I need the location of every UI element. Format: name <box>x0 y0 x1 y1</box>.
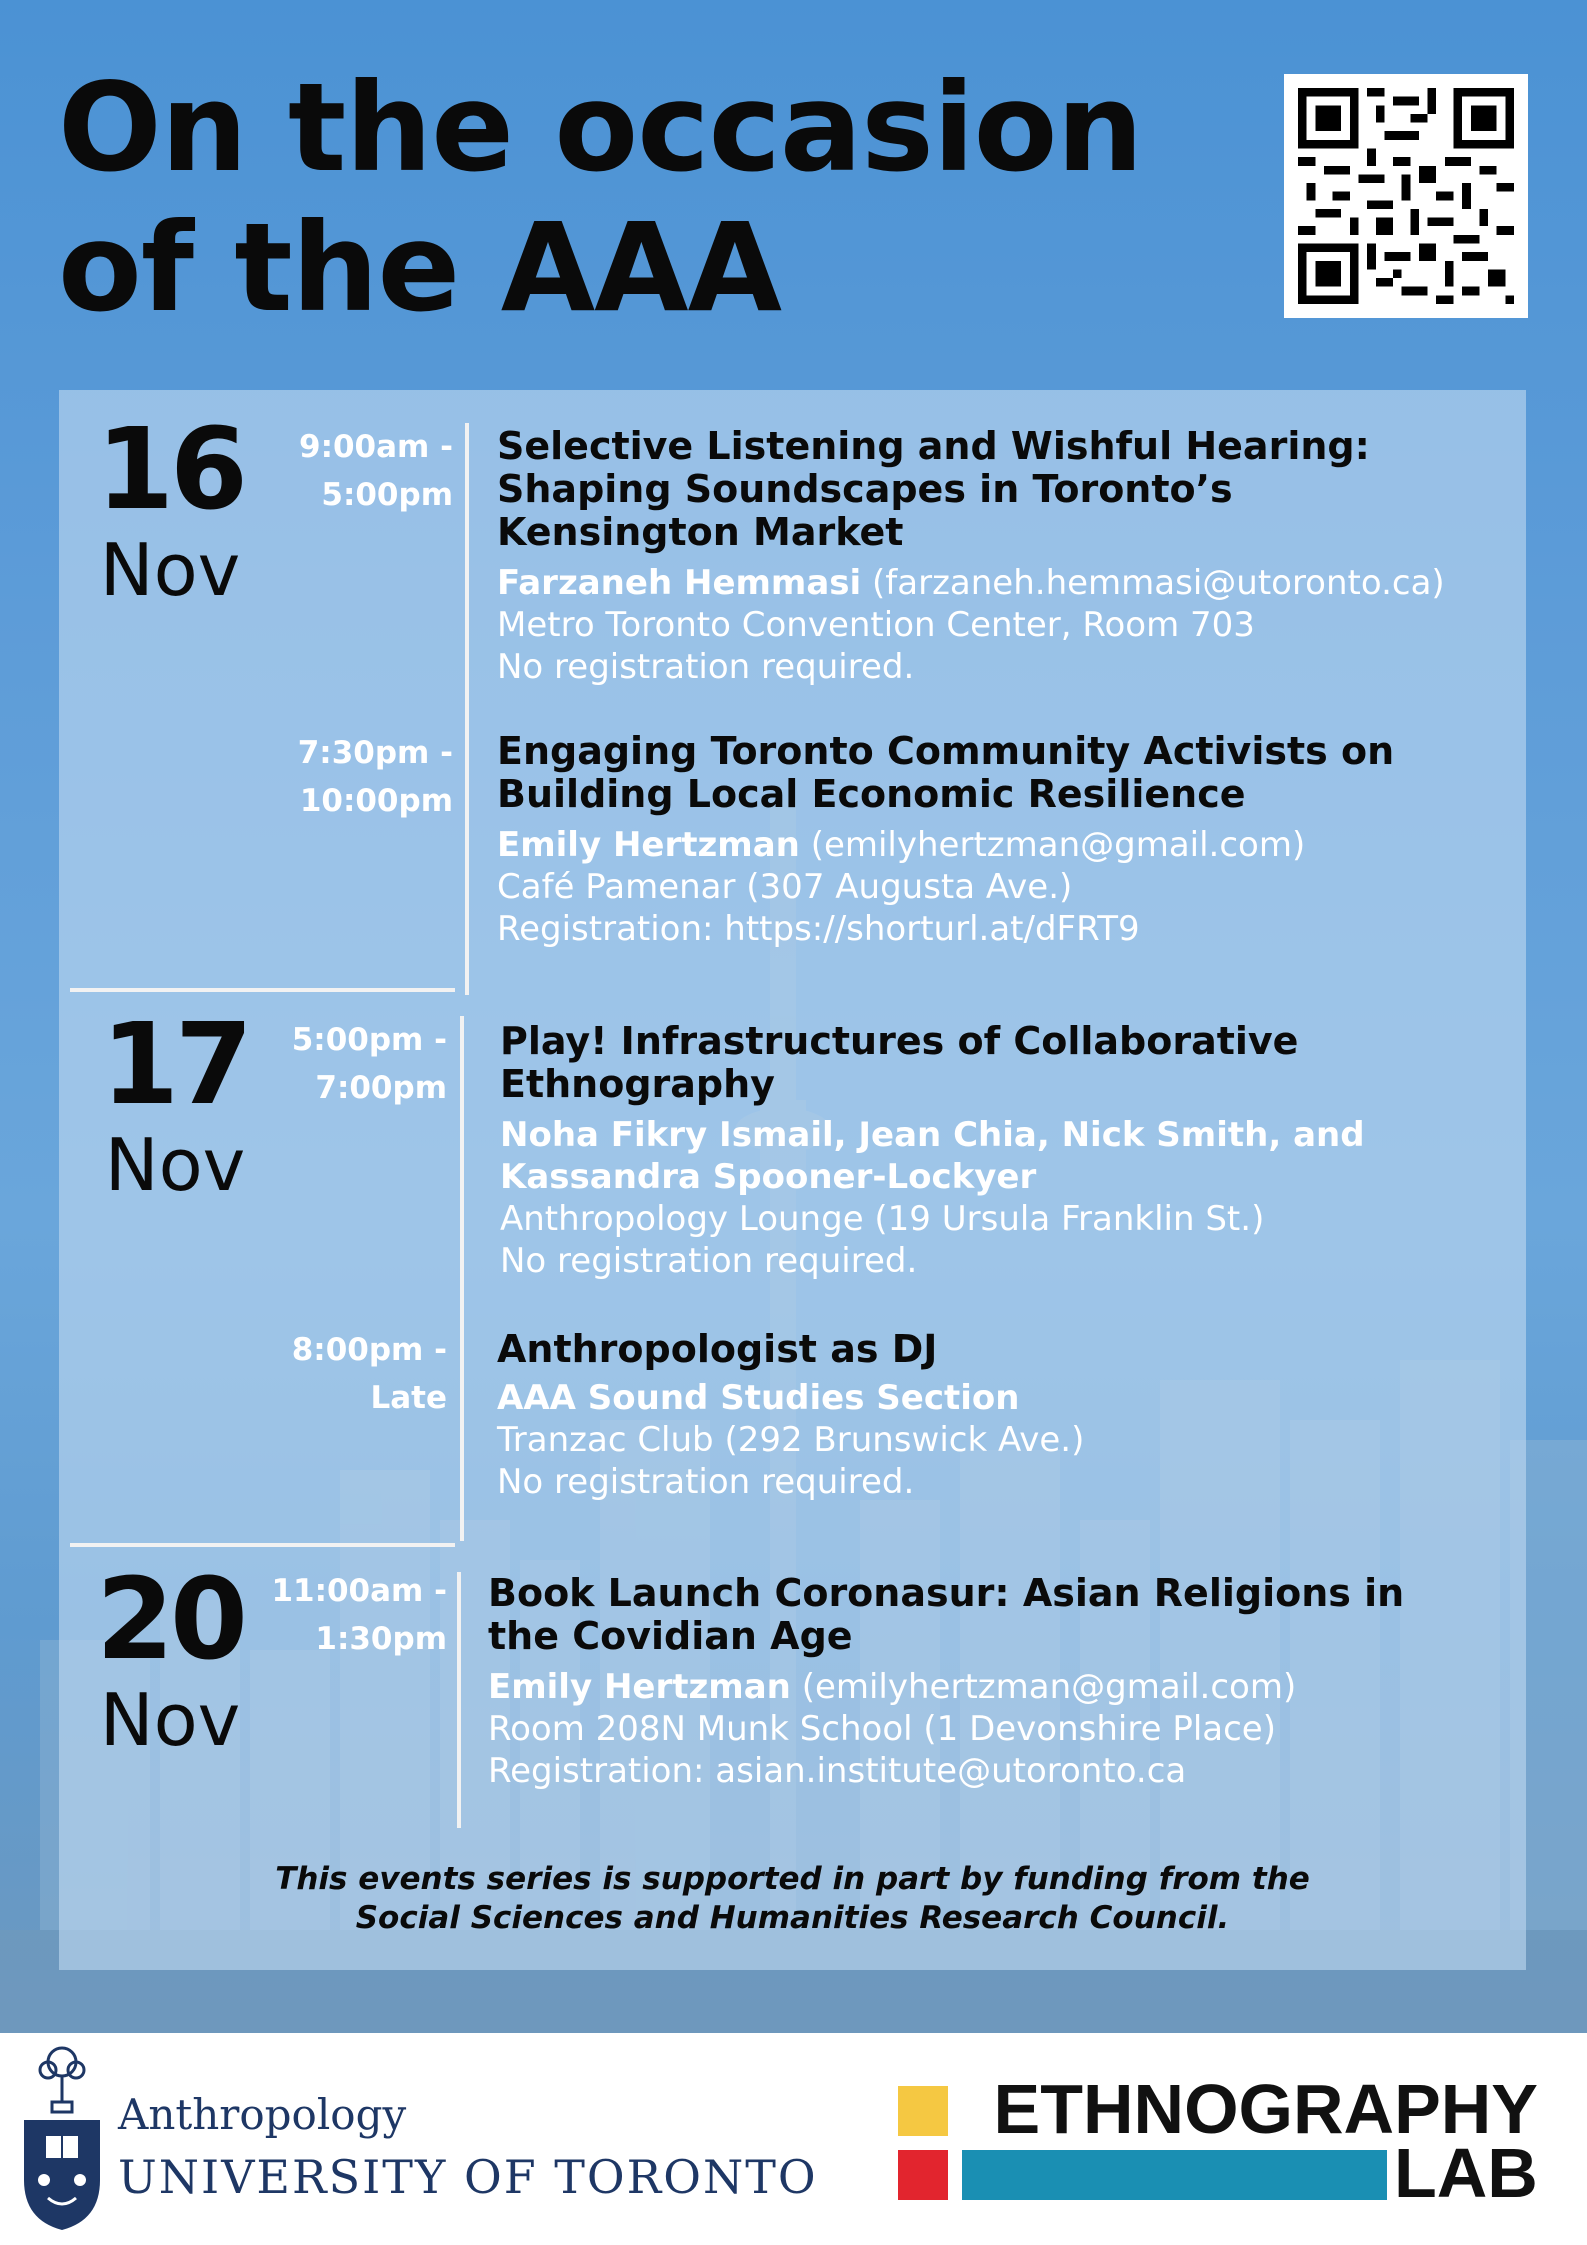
headline-line-2: of the AAA <box>58 197 782 339</box>
event-presenter <box>488 1666 1548 1708</box>
funding-note <box>59 1860 1526 1938</box>
uoft-department-label: Anthropology <box>118 2090 407 2139</box>
date-day: 17 <box>101 1000 249 1130</box>
ethnography-lab-wordmark-lab: LAB <box>1394 2134 1538 2212</box>
timeline-divider <box>460 1016 464 1541</box>
event-title-line: Selective Listening and Wishful Hearing: <box>497 424 1370 468</box>
event-time <box>257 1326 447 1422</box>
event-title-line: Building Local Economic Resilience <box>497 772 1246 816</box>
event-presenter <box>497 1377 1557 1419</box>
date-month: Nov <box>104 1123 246 1207</box>
event-card <box>488 1572 1548 1792</box>
time-start: 7:30pm - <box>297 735 453 771</box>
headline <box>58 58 1238 338</box>
event-location: Room 208N Munk School (1 Devonshire Place) <box>488 1709 1276 1749</box>
event-title-line: Shaping Soundscapes in Toronto’s <box>497 467 1233 511</box>
presenter-name: Noha Fikry Ismail, Jean Chia, Nick Smith, and <box>500 1115 1365 1155</box>
uoft-crest-icon <box>18 2040 106 2235</box>
time-end: Late <box>370 1380 447 1416</box>
time-start: 9:00am - <box>299 429 453 465</box>
funding-note-line: Social Sciences and Humanities Research Council. <box>355 1900 1230 1936</box>
event-title-line: Ethnography <box>500 1062 775 1106</box>
qr-code[interactable] <box>1284 74 1528 318</box>
date-day: 20 <box>96 1555 244 1685</box>
event-title-line: Kensington Market <box>497 510 904 554</box>
event-title-line: Book Launch Coronasur: Asian Religions in <box>488 1571 1405 1615</box>
presenter-name: Farzaneh Hemmasi <box>497 563 862 603</box>
ethnography-lab-yellow-square <box>898 2086 948 2136</box>
event-time <box>263 423 453 519</box>
date-day: 16 <box>96 405 244 535</box>
ethnography-lab-wordmark: ETHNOGRAPHY <box>993 2070 1538 2148</box>
day-separator <box>70 1543 455 1547</box>
timeline-divider <box>465 423 469 995</box>
event-location: Tranzac Club (292 Brunswick Ave.) <box>497 1420 1085 1460</box>
headline-line-1: On the occasion <box>58 57 1143 199</box>
presenter-name: Emily Hertzman <box>497 825 800 865</box>
event-location: Café Pamenar (307 Augusta Ave.) <box>497 867 1073 907</box>
presenter-name: AAA Sound Studies Section <box>497 1378 1020 1418</box>
time-start: 8:00pm - <box>291 1332 447 1368</box>
event-presenter <box>497 562 1557 604</box>
event-presenter <box>500 1114 1560 1156</box>
date-17-nov <box>85 1000 265 1207</box>
event-card <box>497 425 1557 688</box>
event-registration[interactable]: Registration: https://shorturl.at/dFRT9 <box>497 909 1140 949</box>
ethnography-lab-red-square <box>898 2150 948 2200</box>
presenter-contact[interactable]: (emilyhertzman@gmail.com) <box>810 825 1306 865</box>
event-registration: No registration required. <box>497 647 915 687</box>
event-title <box>497 1328 1557 1371</box>
event-location: Anthropology Lounge (19 Ursula Franklin St.) <box>500 1199 1265 1239</box>
ethnography-lab-teal-bar <box>962 2150 1387 2200</box>
event-presenter <box>497 824 1557 866</box>
event-card <box>500 1020 1560 1282</box>
event-title <box>500 1020 1560 1106</box>
event-card <box>497 730 1557 950</box>
date-16-nov <box>80 405 260 612</box>
time-end: 5:00pm <box>321 477 453 513</box>
presenter-name: Emily Hertzman <box>488 1667 791 1707</box>
event-registration: No registration required. <box>500 1241 918 1281</box>
presenter-name: Kassandra Spooner-Lockyer <box>500 1157 1037 1197</box>
event-time <box>257 1016 447 1112</box>
time-end: 1:30pm <box>315 1621 447 1657</box>
funding-note-line: This events series is supported in part by funding from the <box>275 1861 1310 1897</box>
date-month: Nov <box>99 1678 241 1762</box>
event-time <box>263 729 453 825</box>
presenter-contact[interactable]: (farzaneh.hemmasi@utoronto.ca) <box>872 563 1445 603</box>
date-20-nov <box>80 1555 260 1762</box>
event-title-line: the Covidian Age <box>488 1614 853 1658</box>
time-start: 11:00am - <box>271 1573 447 1609</box>
time-end: 10:00pm <box>299 783 453 819</box>
qr-code-icon <box>1298 88 1514 304</box>
event-title-line: Engaging Toronto Community Activists on <box>497 729 1395 773</box>
event-location: Metro Toronto Convention Center, Room 703 <box>497 605 1255 645</box>
event-registration[interactable]: Registration: asian.institute@utoronto.ca <box>488 1751 1187 1791</box>
event-title-line: Play! Infrastructures of Collaborative <box>500 1019 1299 1063</box>
event-time <box>257 1567 447 1663</box>
time-end: 7:00pm <box>315 1070 447 1106</box>
date-month: Nov <box>99 528 241 612</box>
event-title <box>488 1572 1548 1658</box>
timeline-divider <box>457 1572 461 1828</box>
event-title <box>497 425 1557 554</box>
presenter-contact[interactable]: (emilyhertzman@gmail.com) <box>801 1667 1297 1707</box>
event-registration: No registration required. <box>497 1462 915 1502</box>
event-card <box>497 1328 1557 1503</box>
time-start: 5:00pm - <box>291 1022 447 1058</box>
day-separator <box>70 988 455 992</box>
uoft-name-label: UNIVERSITY OF TORONTO <box>118 2150 818 2204</box>
event-title <box>497 730 1557 816</box>
event-presenter <box>500 1156 1560 1198</box>
event-title-line: Anthropologist as DJ <box>497 1327 938 1371</box>
